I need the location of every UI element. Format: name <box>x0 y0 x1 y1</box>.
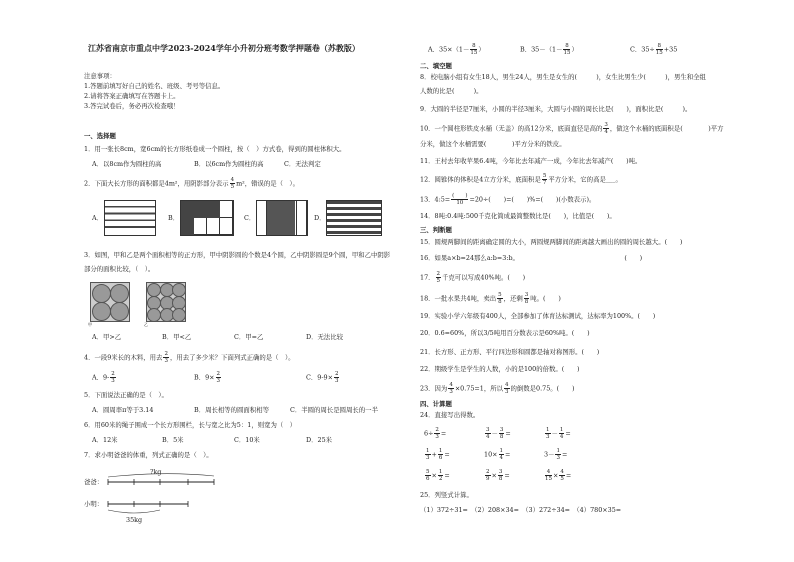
question-25: 25．列竖式计算。 <box>420 491 473 499</box>
q4-option-a: A．9- $\frac{2}{3}$ <box>92 371 115 384</box>
q7-segment-diagram <box>84 470 324 530</box>
q3-figure-yi <box>146 282 186 322</box>
q5-option-a: A．圆周率π等于3.14 <box>92 406 154 414</box>
question-14: 14．8吨:0.4吨:500千克化简成最简整数比是( )，比值是( )。 <box>420 212 616 220</box>
q3-option-a: A．甲>乙 <box>92 333 122 341</box>
exam-title: 江苏省南京市重点中学2023-2024学年小升初分班考数学押题卷（苏教版） <box>88 43 360 53</box>
calc-item: 10× $\frac{1}{4}$ = <box>484 448 511 461</box>
question-9: 9．大圆的半径是7厘米，小圆的半径3厘米，大圆与小圆的周长比是( )，面积比是( )。 <box>420 105 692 113</box>
q7-option-b: B．35－（1－ $\frac{8}{15}$ ） <box>520 43 578 56</box>
question-20: 20．0.6=60%，所以3/5吨用百分数表示是60%吨。( ) <box>420 329 590 337</box>
question-25-items: （1）372÷31= （2）208×34= （3）272÷34= （4）780×35= <box>420 506 622 514</box>
q3-label-jia: 甲 <box>88 322 92 327</box>
q3-figure-jia <box>90 282 130 322</box>
q3-option-c: C．甲=乙 <box>234 333 264 341</box>
question-5: 5．下面说法正确的是（ ）。 <box>84 391 168 399</box>
q7-label-35kg: 35kg <box>126 516 143 524</box>
q3-option-d: D．无法比较 <box>306 333 344 341</box>
q1-option-c: C．无法判定 <box>284 160 321 168</box>
q2-figure-a <box>104 200 156 236</box>
q2-option-b-label: B． <box>168 214 180 222</box>
question-17: 17． $\frac{2}{5}$ 千克可以写成40%吨。( ) <box>420 271 526 284</box>
q2-figure-b <box>180 200 234 236</box>
section-fill-heading: 二、填空题 <box>420 62 452 70</box>
question-10-line1: 10．一个圆柱形铁皮水桶（无盖）的高12分米，底面直径是高的 $\frac{3}{4}$ ，做这个水桶的底面积是( )平方 <box>420 122 724 135</box>
question-13: 13．4:5= $\frac{( )}{10}$ =20÷( )=( )%=( )(小数表示)。 <box>420 193 596 206</box>
question-24: 24．直接写出得数。 <box>420 411 480 419</box>
calc-item: $\frac{5}{6}$ × $\frac{1}{2}$ = <box>426 469 450 482</box>
calc-item: 3－ $\frac{1}{3}$ = <box>544 448 568 461</box>
q1-option-b: B．以6cm作为圆柱的高 <box>194 160 264 168</box>
q7-label-total: ?kg <box>150 468 162 476</box>
question-8-line1: 8．校电脑小组有女生18人，男生24人，男生是女生的( )，女生比男生少( )，男生和全组 <box>420 73 706 81</box>
note-item: 1.答题前填写好自己的姓名、班级、考号等信息。 <box>84 82 225 90</box>
q2-option-a-label: A． <box>92 214 104 222</box>
question-3-line2: 部分的面积比较，（ ）。 <box>84 265 155 273</box>
q2-option-d-label: D． <box>314 214 326 222</box>
question-16: 16．如果a×b=24那么a:b=3:b。 ( ) <box>420 254 643 262</box>
section-judge-heading: 三、判断题 <box>420 226 452 234</box>
q3-option-b: B．甲<乙 <box>162 333 192 341</box>
question-7: 7．求小明爸爸的体重，列式正确的是（ ）。 <box>84 451 213 459</box>
q6-option-d: D．25米 <box>306 436 333 444</box>
q1-option-a: A．以8cm作为圆柱的高 <box>92 160 162 168</box>
question-8-line2: 人数的比是( )。 <box>420 87 483 95</box>
calc-item: $\frac{2}{9}$ × $\frac{3}{8}$ = <box>486 469 510 482</box>
calc-item: $\frac{1}{3}$ － $\frac{1}{4}$ = <box>546 427 571 440</box>
q6-option-a: A．12米 <box>92 436 118 444</box>
calc-item: $\frac{4}{15}$ × $\frac{4}{5}$ = <box>545 469 572 482</box>
q6-option-c: C．10米 <box>234 436 260 444</box>
note-item: 3.答完试卷后，务必再次检查哦！ <box>84 102 180 110</box>
question-12: 12．圆锥体的体积是4立方分米，底面积是 $\frac{5}{7}$ 平方分米，它的高是___。 <box>420 173 622 186</box>
section-calc-heading: 四、计算题 <box>420 400 452 408</box>
question-10-line2: 分米，做这个水桶需要( )平方分米的铁皮。 <box>420 140 566 148</box>
question-1: 1．用一张长8cm，宽6cm的长方形纸卷成一个圆柱，按（ ）方式卷，得到的圆柱体积大。 <box>84 145 346 153</box>
question-11: 11．王村去年收苹果6.4吨，今年比去年减产一成，今年比去年减产( )吨。 <box>420 157 642 165</box>
question-6: 6．用60米的绳子围成一个长方形围栏，长与宽之比为5：1，则宽为（ ） <box>84 421 297 429</box>
question-23: 23．因为 $\frac{4}{3}$ ×0.75=1，所以 $\frac{4}{3}$ 的倒数是0.75。( ) <box>420 382 575 395</box>
q6-option-b: B．5米 <box>162 436 184 444</box>
question-21: 21．长方形、正方形、平行四边形和圆都是轴对称图形。( ) <box>420 348 600 356</box>
calc-item: $\frac{1}{3}$ + $\frac{1}{6}$ = <box>426 448 450 461</box>
q7-option-c: C．35÷ $\frac{8}{15}$ +35 <box>630 43 678 56</box>
question-2: 2．下面大长方形的面积都是4m²，用阴影部分表示 $\frac{4}{5}$ m²，错误的是（ ）。 <box>84 177 300 190</box>
notes-heading: 注意事项： <box>84 72 116 80</box>
question-19: 19．实验小学六年级有400人，全部参加了体育达标测试，达标率为100%。( ) <box>420 312 656 320</box>
q4-option-b: B．9× $\frac{2}{3}$ <box>194 371 221 384</box>
question-18: 18．一批水果共4吨，卖出 $\frac{5}{8}$ ，还剩 $\frac{3}{8}$ 吨。( ) <box>420 292 561 305</box>
question-22: 22．期级学生是学生的人数，小的是100的倍数。( ) <box>420 365 580 373</box>
q7-label-father: 爸爸： <box>84 478 104 486</box>
question-4: 4．一段9米长的木料，用去 $\frac{2}{3}$ ，用去了多少米？下面列式正确的是（ ）。 <box>84 351 295 364</box>
q3-label-yi: 乙 <box>144 322 148 327</box>
q7-option-a: A．35×（1－ $\frac{8}{15}$ ） <box>428 43 485 56</box>
section-choice-heading: 一、选择题 <box>84 132 116 140</box>
note-item: 2.请将答案正确填写在答题卡上。 <box>84 92 180 100</box>
q2-figure-c <box>256 200 308 236</box>
calc-item: $\frac{3}{4}$ － $\frac{3}{8}$ = <box>486 427 511 440</box>
q4-option-c: C．9-9× $\frac{2}{3}$ <box>306 371 339 384</box>
calc-item: 6÷ $\frac{2}{3}$ = <box>424 427 447 440</box>
question-3-line1: 3．如图，甲和乙是两个面积相等的正方形，甲中阴影圆的个数是4个圆，乙中阴影圆是9个圆，甲和乙中阴影 <box>84 251 391 259</box>
q2-figure-d <box>326 200 382 236</box>
q7-label-xiaoming: 小明： <box>84 500 104 508</box>
question-15: 15．圆规两脚间的距离确定圆的大小，两圆规两脚间的距离越大画出的圆的周长越大。( ) <box>420 238 683 246</box>
q2-option-c-label: C． <box>244 214 256 222</box>
q5-option-b: B．周长相等的圆面积相等 <box>194 406 269 414</box>
q5-option-c: C．半圆的周长是圆周长的一半 <box>290 406 378 414</box>
